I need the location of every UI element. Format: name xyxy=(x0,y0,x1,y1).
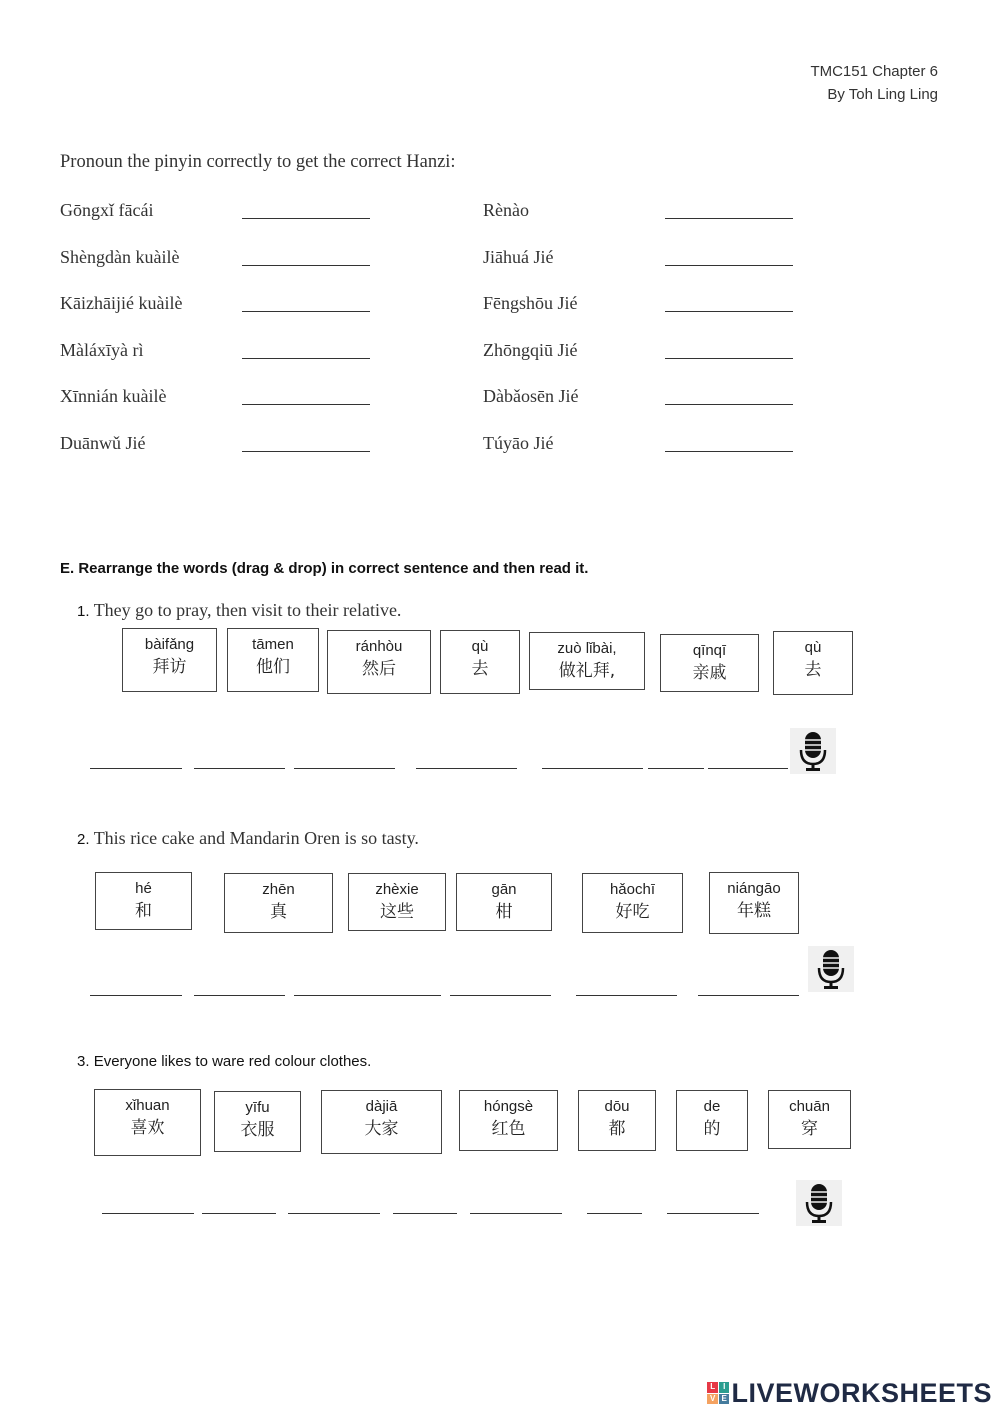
question-1-text: They go to pray, then visit to their relative. xyxy=(93,600,402,620)
pinyin-right-6: Túyāo Jié xyxy=(483,433,554,453)
card-hanzi: 这些 xyxy=(380,902,414,922)
pinyin-instruction: Pronoun the pinyin correctly to get the correct Hanzi: xyxy=(60,152,456,172)
word-card[interactable] xyxy=(440,630,520,694)
microphone-icon[interactable] xyxy=(790,728,836,774)
card-pinyin: qù xyxy=(804,639,822,656)
drop-slot[interactable] xyxy=(587,1213,642,1214)
word-card[interactable] xyxy=(214,1091,301,1152)
pinyin-left-3: Kāizhāijié kuàilè xyxy=(60,293,183,313)
card-hanzi: 红色 xyxy=(491,1119,526,1139)
logo-letter: E xyxy=(719,1394,730,1405)
drop-slot[interactable] xyxy=(576,995,677,996)
question-2 xyxy=(77,828,419,849)
card-hanzi: 年糕 xyxy=(737,901,771,921)
card-pinyin: dōu xyxy=(604,1098,630,1115)
drop-slot[interactable] xyxy=(294,768,395,769)
logo-letter: I xyxy=(719,1382,730,1393)
answer-blank-right-3[interactable] xyxy=(665,311,793,312)
card-hanzi: 然后 xyxy=(362,659,396,679)
card-pinyin: zhēn xyxy=(262,881,295,898)
card-hanzi: 柑 xyxy=(495,902,513,922)
card-pinyin: qù xyxy=(471,638,489,655)
word-card[interactable] xyxy=(709,872,799,934)
word-card[interactable] xyxy=(327,630,431,694)
pinyin-right-5: Dàbǎosēn Jié xyxy=(483,386,579,406)
card-hanzi: 去 xyxy=(804,660,822,680)
card-hanzi: 衣服 xyxy=(240,1120,275,1140)
question-2-number: 2. xyxy=(77,831,90,848)
drop-slot[interactable] xyxy=(294,995,441,996)
word-card[interactable] xyxy=(456,873,552,931)
word-card[interactable] xyxy=(94,1089,201,1156)
drop-slot[interactable] xyxy=(542,768,643,769)
card-hanzi: 去 xyxy=(471,659,489,679)
answer-blank-left-6[interactable] xyxy=(242,451,370,452)
word-card[interactable] xyxy=(529,632,645,690)
drop-slot[interactable] xyxy=(90,768,182,769)
card-pinyin: hé xyxy=(135,880,152,897)
answer-blank-right-2[interactable] xyxy=(665,265,793,266)
card-pinyin: gān xyxy=(491,881,517,898)
answer-blank-right-4[interactable] xyxy=(665,358,793,359)
card-pinyin: hǎochī xyxy=(609,881,656,898)
drop-slot[interactable] xyxy=(416,768,517,769)
drop-slot[interactable] xyxy=(470,1213,562,1214)
word-card[interactable] xyxy=(227,628,319,692)
pinyin-left-2: Shèngdàn kuàilè xyxy=(60,247,180,267)
pinyin-left-6: Duānwǔ Jié xyxy=(60,433,146,453)
card-pinyin: bàifǎng xyxy=(144,636,195,653)
card-pinyin: qīnqī xyxy=(692,642,727,659)
answer-blank-right-5[interactable] xyxy=(665,404,793,405)
card-pinyin: zhèxie xyxy=(375,881,419,898)
card-hanzi: 大家 xyxy=(364,1119,399,1139)
card-hanzi: 都 xyxy=(608,1119,626,1139)
drop-slot[interactable] xyxy=(194,768,285,769)
logo-letter: V xyxy=(707,1394,718,1405)
pinyin-right-1: Rènào xyxy=(483,200,529,220)
card-hanzi: 和 xyxy=(135,901,152,921)
answer-blank-left-4[interactable] xyxy=(242,358,370,359)
card-pinyin: xǐhuan xyxy=(125,1097,170,1114)
liveworksheets-logo-icon xyxy=(707,1382,729,1404)
card-pinyin: yīfu xyxy=(245,1099,270,1116)
card-pinyin: dàjiā xyxy=(365,1098,398,1115)
question-1-number: 1. xyxy=(77,603,90,620)
microphone-icon[interactable] xyxy=(808,946,854,992)
logo-letter: L xyxy=(707,1382,718,1393)
card-pinyin: niángāo xyxy=(727,880,781,897)
author: By Toh Ling Ling xyxy=(827,86,938,103)
pinyin-left-5: Xīnnián kuàilè xyxy=(60,386,167,406)
drop-slot[interactable] xyxy=(708,768,788,769)
answer-blank-right-6[interactable] xyxy=(665,451,793,452)
brand-name: LIVEWORKSHEETS xyxy=(731,1377,992,1408)
answer-blank-right-1[interactable] xyxy=(665,218,793,219)
section-e-title: E. Rearrange the words (drag & drop) in correct sentence and then read it. xyxy=(60,560,589,577)
drop-slot[interactable] xyxy=(288,1213,380,1214)
drop-slot[interactable] xyxy=(194,995,285,996)
card-hanzi: 真 xyxy=(270,902,287,922)
word-card[interactable] xyxy=(676,1090,748,1151)
course-chapter: TMC151 Chapter 6 xyxy=(810,63,938,80)
drop-slot[interactable] xyxy=(667,1213,759,1214)
drop-slot[interactable] xyxy=(102,1213,194,1214)
microphone-icon[interactable] xyxy=(796,1180,842,1226)
word-card[interactable] xyxy=(95,872,192,930)
answer-blank-left-2[interactable] xyxy=(242,265,370,266)
pinyin-left-4: Màláxīyà rì xyxy=(60,340,144,360)
pinyin-right-3: Fēngshōu Jié xyxy=(483,293,578,313)
word-card[interactable] xyxy=(578,1090,656,1151)
card-pinyin: de xyxy=(703,1098,721,1115)
pinyin-right-4: Zhōngqiū Jié xyxy=(483,340,578,360)
liveworksheets-footer xyxy=(707,1378,992,1408)
card-hanzi: 的 xyxy=(703,1119,721,1139)
document-header xyxy=(810,60,938,106)
drop-slot[interactable] xyxy=(450,995,551,996)
answer-blank-left-1[interactable] xyxy=(242,218,370,219)
card-hanzi: 拜访 xyxy=(152,657,187,677)
question-2-text: This rice cake and Mandarin Oren is so tasty. xyxy=(93,828,419,848)
answer-blank-left-5[interactable] xyxy=(242,404,370,405)
card-hanzi: 他们 xyxy=(256,657,290,677)
card-pinyin: chuān xyxy=(789,1098,830,1115)
answer-blank-left-3[interactable] xyxy=(242,311,370,312)
card-hanzi: 好吃 xyxy=(615,902,650,922)
card-pinyin: hóngsè xyxy=(483,1098,534,1115)
card-pinyin: tāmen xyxy=(252,636,294,653)
word-card[interactable] xyxy=(660,634,759,692)
card-pinyin: zuò lǐbài, xyxy=(557,640,617,657)
word-card[interactable] xyxy=(122,628,217,692)
question-3 xyxy=(77,1053,371,1070)
card-hanzi: 喜欢 xyxy=(130,1118,165,1138)
drop-slot[interactable] xyxy=(393,1213,457,1214)
card-pinyin: ránhòu xyxy=(355,638,403,655)
drop-slot[interactable] xyxy=(90,995,182,996)
question-3-number: 3. xyxy=(77,1053,90,1070)
card-hanzi: 穿 xyxy=(801,1119,818,1139)
word-card[interactable] xyxy=(773,631,853,695)
pinyin-left-1: Gōngxǐ fācái xyxy=(60,200,154,220)
word-card[interactable] xyxy=(582,873,683,933)
question-3-text: Everyone likes to ware red colour clothes. xyxy=(93,1053,372,1070)
word-card[interactable] xyxy=(321,1090,442,1154)
drop-slot[interactable] xyxy=(648,768,704,769)
card-hanzi: 做礼拜, xyxy=(558,661,616,681)
question-1 xyxy=(77,600,401,621)
drop-slot[interactable] xyxy=(698,995,799,996)
word-card[interactable] xyxy=(224,873,333,933)
word-card[interactable] xyxy=(348,873,446,931)
word-card[interactable] xyxy=(768,1090,851,1149)
pinyin-right-2: Jiāhuá Jié xyxy=(483,247,554,267)
card-hanzi: 亲戚 xyxy=(692,663,727,683)
word-card[interactable] xyxy=(459,1090,558,1151)
drop-slot[interactable] xyxy=(202,1213,276,1214)
